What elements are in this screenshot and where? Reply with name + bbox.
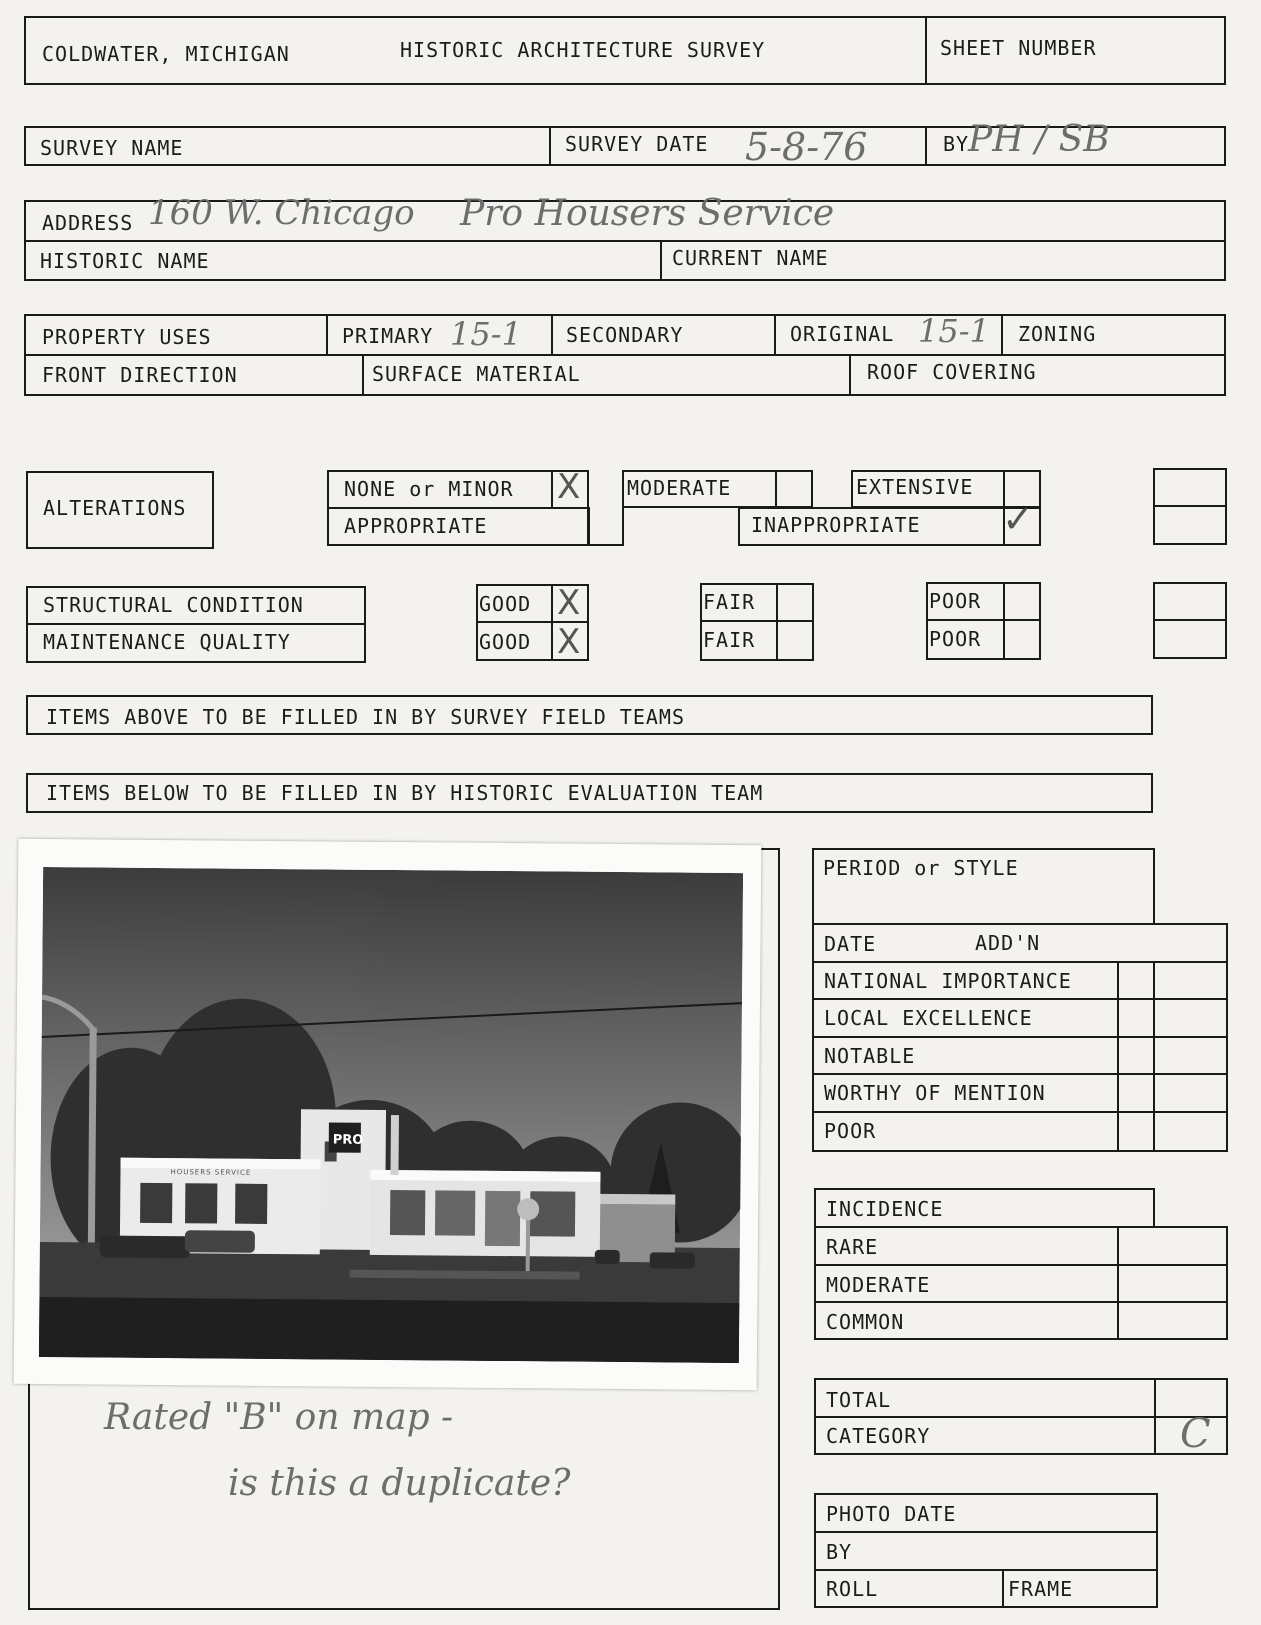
- total-label: TOTAL: [826, 1388, 892, 1412]
- eval-score-column-2: [1153, 961, 1155, 1152]
- eval-poor-label: POOR: [824, 1119, 877, 1143]
- eval-row-line-2: [812, 998, 1228, 1000]
- rare-label: RARE: [826, 1235, 879, 1259]
- incidence-row-line-1: [814, 1264, 1228, 1266]
- appropriate-checkbox-right: [622, 507, 624, 546]
- property-divider-6: [849, 354, 851, 396]
- poor-checkbox-line: [1003, 582, 1005, 660]
- photo-info-line-1: [814, 1531, 1158, 1533]
- none-minor-label: NONE or MINOR: [344, 477, 514, 501]
- appropriate-checkbox-bottom: [588, 544, 624, 546]
- moderate-checkbox-line: [775, 470, 777, 508]
- property-divider-h: [24, 354, 1226, 356]
- incidence-score-column: [1117, 1226, 1119, 1340]
- field-teams-note: ITEMS ABOVE TO BE FILLED IN BY SURVEY FIELD TEAMS: [46, 705, 686, 729]
- address-divider-v: [660, 240, 662, 281]
- extensive-label: EXTENSIVE: [856, 475, 974, 499]
- evaluation-team-note: ITEMS BELOW TO BE FILLED IN BY HISTORIC EVALUATION TEAM: [46, 781, 764, 805]
- survey-divider-2: [925, 126, 927, 166]
- roll-label: ROLL: [826, 1577, 879, 1601]
- maintenance-poor-label: POOR: [929, 627, 982, 651]
- eval-row-line-3: [812, 1036, 1228, 1038]
- property-uses-label: PROPERTY USES: [42, 325, 212, 349]
- category-label: CATEGORY: [826, 1424, 931, 1448]
- building-photograph: [14, 839, 762, 1390]
- good-checkbox-line: [551, 584, 553, 661]
- maintenance-good-label: GOOD: [479, 630, 532, 654]
- historic-name-label: HISTORIC NAME: [40, 249, 210, 273]
- survey-date-value: 5-8-76: [745, 125, 868, 169]
- structural-good-label: GOOD: [479, 592, 532, 616]
- photo-info-line-2: [814, 1569, 1158, 1571]
- incidence-moderate-label: MODERATE: [826, 1273, 931, 1297]
- maintenance-good-checkmark: X: [557, 622, 581, 662]
- pro-sign: PRO: [332, 1132, 364, 1148]
- structural-good-checkmark: X: [557, 583, 581, 623]
- survey-by-value: PH / SB: [968, 119, 1110, 160]
- surface-material-label: SURFACE MATERIAL: [372, 362, 581, 386]
- incidence-label: INCIDENCE: [826, 1197, 944, 1221]
- poor-divider: [926, 619, 1041, 621]
- structural-fair-label: FAIR: [703, 590, 756, 614]
- roof-covering-label: ROOF COVERING: [867, 360, 1037, 384]
- survey-date-label: SURVEY DATE: [565, 132, 709, 156]
- notable-label: NOTABLE: [824, 1044, 916, 1068]
- eval-row-line-1: [812, 961, 1228, 963]
- category-value: C: [1180, 1411, 1211, 1457]
- photo-scene: [39, 867, 743, 1363]
- none-minor-checkmark: X: [557, 467, 581, 507]
- property-divider-1: [326, 314, 328, 354]
- primary-label: PRIMARY: [342, 324, 434, 348]
- appropriate-checkbox-line: [588, 507, 590, 546]
- handwritten-note-line-1: Rated "B" on map -: [104, 1397, 454, 1438]
- current-name-label: CURRENT NAME: [672, 246, 829, 270]
- inappropriate-checkmark: ✓: [1002, 497, 1034, 541]
- fair-checkbox-line: [776, 583, 778, 661]
- local-excellence-label: LOCAL EXCELLENCE: [824, 1006, 1033, 1030]
- front-direction-label: FRONT DIRECTION: [42, 363, 238, 387]
- photo-date-label: PHOTO DATE: [826, 1502, 957, 1526]
- secondary-label: SECONDARY: [566, 323, 684, 347]
- property-divider-4: [1001, 314, 1003, 354]
- appropriate-label: APPROPRIATE: [344, 514, 488, 538]
- worthy-of-mention-label: WORTHY OF MENTION: [824, 1081, 1046, 1105]
- handwritten-note-line-2: is this a duplicate?: [228, 1463, 571, 1504]
- frame-label: FRAME: [1008, 1577, 1074, 1601]
- eval-row-line-4: [812, 1073, 1228, 1075]
- structural-poor-label: POOR: [929, 589, 982, 613]
- eval-row-line-5: [812, 1111, 1228, 1113]
- roll-frame-divider: [1002, 1569, 1004, 1608]
- address-label: ADDRESS: [42, 211, 134, 235]
- maintenance-quality-label: MAINTENANCE QUALITY: [43, 630, 291, 654]
- survey-by-label: BY: [943, 132, 970, 156]
- current-name-value: Pro Housers Service: [460, 193, 835, 234]
- date-label: DATE: [824, 932, 877, 956]
- addn-label: ADD'N: [975, 931, 1041, 955]
- condition-score-divider: [1153, 619, 1227, 621]
- none-minor-checkbox-line: [551, 470, 553, 508]
- address-value: 160 W. Chicago: [148, 193, 415, 233]
- original-value: 15-1: [918, 312, 990, 350]
- alterations-label: ALTERATIONS: [43, 496, 187, 520]
- national-importance-label: NATIONAL IMPORTANCE: [824, 969, 1072, 993]
- moderate-label: MODERATE: [627, 476, 732, 500]
- condition-divider: [26, 623, 366, 625]
- alterations-score-divider: [1153, 505, 1227, 507]
- structural-condition-label: STRUCTURAL CONDITION: [43, 593, 304, 617]
- header-divider: [925, 16, 927, 85]
- form-title: HISTORIC ARCHITECTURE SURVEY: [400, 38, 766, 62]
- period-style-label: PERIOD or STYLE: [823, 856, 1019, 880]
- survey-divider-1: [549, 126, 551, 166]
- common-label: COMMON: [826, 1310, 905, 1334]
- property-divider-5: [362, 354, 364, 396]
- building-sign: HOUSERS SERVICE: [170, 1168, 252, 1177]
- total-score-column: [1154, 1378, 1156, 1455]
- property-divider-2: [551, 314, 553, 354]
- city-label: COLDWATER, MICHIGAN: [42, 42, 290, 66]
- zoning-label: ZONING: [1018, 322, 1097, 346]
- eval-score-column: [1117, 961, 1119, 1152]
- incidence-row-line-2: [814, 1301, 1228, 1303]
- primary-value: 15-1: [450, 315, 522, 353]
- maintenance-fair-label: FAIR: [703, 628, 756, 652]
- survey-name-label: SURVEY NAME: [40, 136, 184, 160]
- address-divider-h: [24, 240, 1226, 242]
- inappropriate-label: INAPPROPRIATE: [751, 513, 921, 537]
- sheet-number-label: SHEET NUMBER: [940, 36, 1097, 60]
- total-divider: [814, 1416, 1228, 1418]
- fair-divider: [700, 620, 814, 622]
- original-label: ORIGINAL: [790, 322, 895, 346]
- property-divider-3: [774, 314, 776, 354]
- photo-by-label: BY: [826, 1540, 853, 1564]
- none-minor-divider: [327, 507, 589, 509]
